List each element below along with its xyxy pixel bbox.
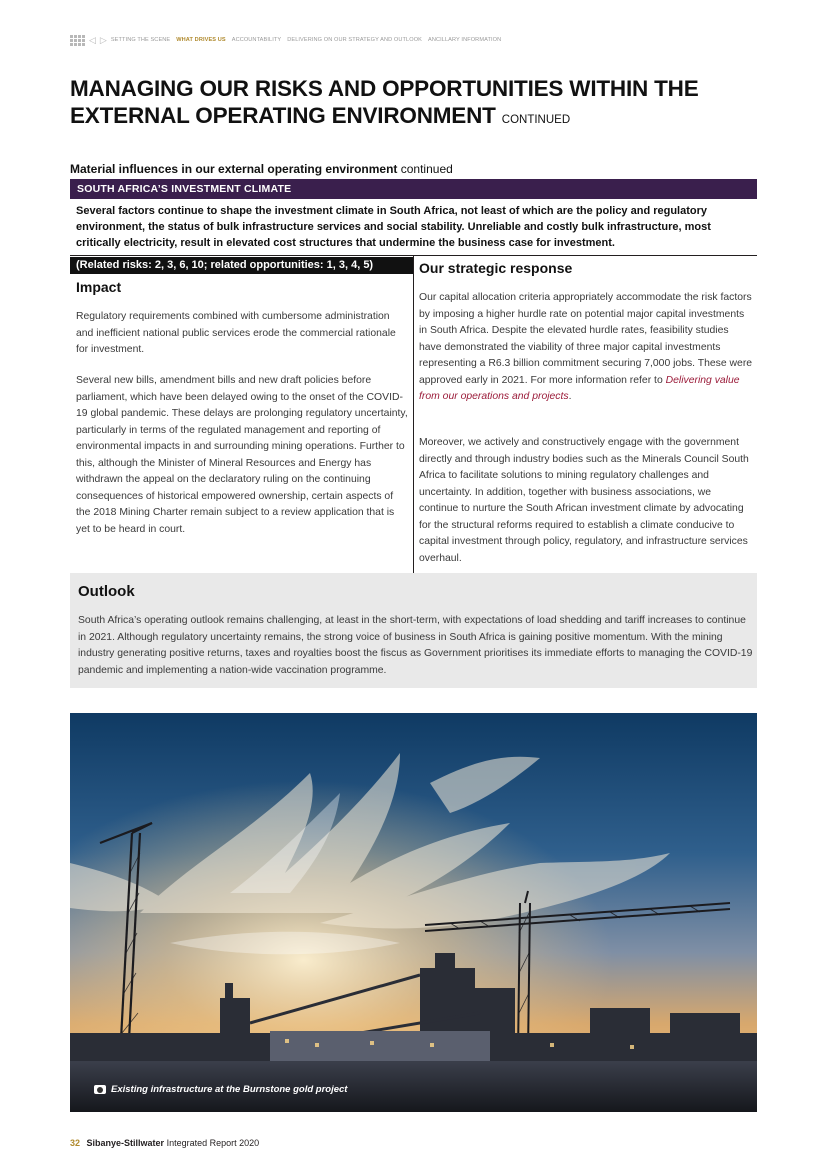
outlook-heading: Outlook <box>78 583 135 600</box>
title-line-2-text: EXTERNAL OPERATING ENVIRONMENT <box>70 103 496 128</box>
title-line-1: MANAGING OUR RISKS AND OPPORTUNITIES WITHIN THE <box>70 76 699 101</box>
title-continued: CONTINUED <box>501 114 571 126</box>
impact-paragraph-2: Several new bills, amendment bills and new draft policies before parliament, which have been delayed owing to the onset of the COVID-19 global pandemic. These delays are prolonging regulatory uncertainty, particularly in terms of the regulated management and reporting of environmental impacts in and surrounding mining operations. Further to this, although the Minister of Mineral Resources and Energy has withdrawn the appeal on the declaratory ruling on the continuing consequences of historical empowered ownership, certain aspects of the 2018 Mining Charter remain subject to a review application that is yet to be heard in court. <box>76 375 408 535</box>
page-title <box>70 75 760 134</box>
section-intro: Several factors continue to shape the investment climate in South Africa, not least of which are the policy and regulatory environment, the status of bulk infrastructure services and social stability. Unreliable and costly bulk infrastructure, most critically electricity, result in elevated cost structures that undermine the business case for investment. <box>76 205 711 249</box>
footer-report-name: Integrated Report 2020 <box>166 1138 260 1148</box>
section-banner-label: SOUTH AFRICA’S INVESTMENT CLIMATE <box>77 183 292 195</box>
next-page-icon[interactable]: ▷ <box>99 34 107 45</box>
photo-caption <box>94 1084 347 1095</box>
page-footer <box>70 1138 259 1148</box>
nav-accountability[interactable]: ACCOUNTABILITY <box>231 37 282 43</box>
nav-what-drives-us[interactable]: WHAT DRIVES US <box>176 37 226 43</box>
section-banner <box>70 179 757 199</box>
subhead-continued: continued <box>400 162 453 176</box>
strategic-response-paragraph-2: Moreover, we actively and constructively engage with the government directly and through industry bodies such as the Minerals Council South Africa to facilitate solutions to mining regulatory challenges and uncertainty. In addition, together with business associations, we continue to nurture the South African investment climate by advocating for the structural reforms required to establish a climate conducive to capital investment through policy, regulatory, and infrastructure services overhaul. <box>419 437 749 564</box>
impact-heading: Impact <box>76 279 122 295</box>
page-number: 32 <box>70 1138 81 1148</box>
related-risks-text: (Related risks: 2, 3, 6, 10; related opportunities: 1, 3, 4, 5) <box>76 259 374 271</box>
burnstone-photo <box>70 713 757 1112</box>
strategic-response-heading: Our strategic response <box>419 260 573 276</box>
delivering-value-link[interactable]: Delivering value from our operations and projects <box>419 374 740 402</box>
nav-setting-the-scene[interactable]: SETTING THE SCENE <box>110 37 171 43</box>
top-navigation <box>70 33 507 47</box>
camera-icon <box>94 1085 106 1094</box>
outlook-text: South Africa’s operating outlook remains challenging, at least in the short-term, with expectations of load shedding and tariff increases to continue in 2021. Although regulatory uncertainty remains, the strong voice of business in South Africa is gaining positive momentum. With the mining industry generating positive returns, taxes and royalties boost the fiscus as Government prioritises its immediate efforts to managing the COVID-19 pandemic and implementing a nation-wide vaccination programme. <box>78 615 753 676</box>
outlook-box <box>70 573 757 688</box>
impact-paragraph-1: Regulatory requirements combined with cumbersome administration and inefficient national public services erode the commercial rationale for investment. <box>76 311 396 355</box>
grid-menu-icon[interactable] <box>70 35 85 46</box>
nav-delivering-strategy[interactable]: DELIVERING ON OUR STRATEGY AND OUTLOOK <box>287 37 422 43</box>
previous-page-icon[interactable]: ◁ <box>89 34 96 45</box>
strategic-response-p1-end: . <box>568 391 572 402</box>
strategic-response-p1-text: Our capital allocation criteria appropriately accommodate the risk factors by imposing a higher hurdle rate on potential major capital investments in South Africa. Despite the elevated hurdle rates, feasibility studies have demonstrated the viability of three major capital investments representing a R6.3 billion commitment securing 7,000 jobs. These were approved early in 2021. For more information refer to <box>419 292 753 386</box>
photo-caption-text: Existing infrastructure at the Burnstone gold project <box>111 1084 348 1095</box>
title-line-2 <box>70 102 760 134</box>
footer-brand: Sibanye-Stillwater <box>86 1138 165 1148</box>
subhead-text: Material influences in our external operating environment <box>70 162 398 176</box>
section-subhead <box>70 162 453 176</box>
related-risks-label <box>70 257 413 274</box>
column-divider-vertical <box>413 255 414 573</box>
strategic-response-paragraph-1 <box>419 290 753 406</box>
nav-ancillary-information[interactable]: ANCILLARY INFORMATION <box>427 37 502 43</box>
